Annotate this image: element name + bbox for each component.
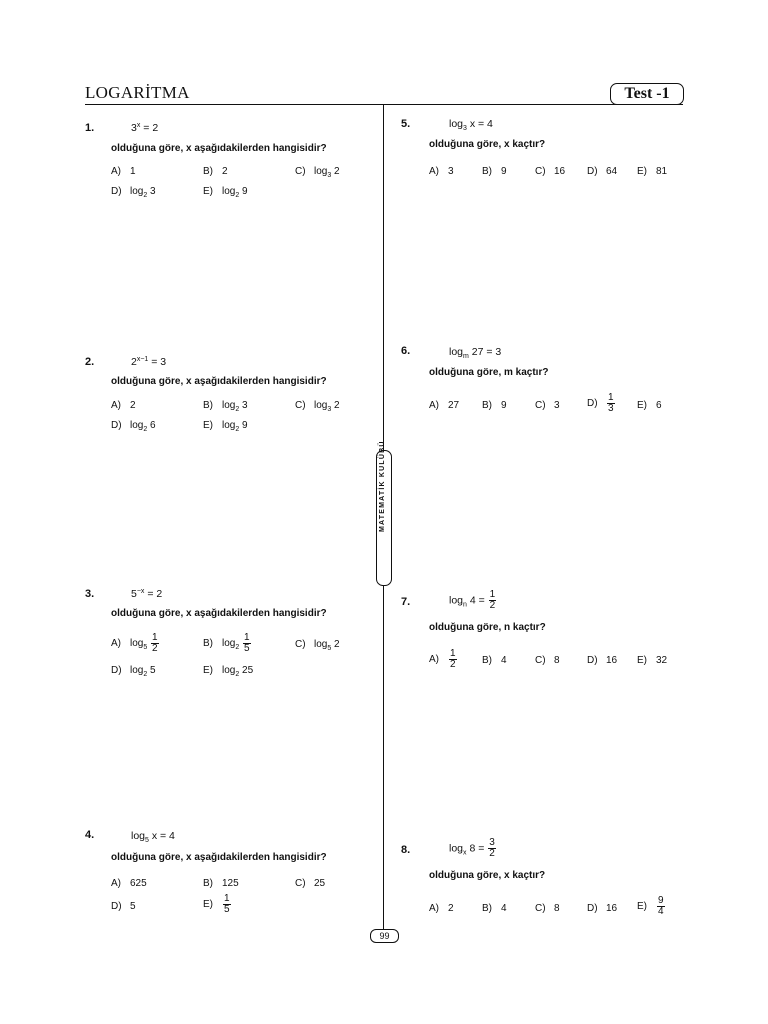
question-5-option-b[interactable]: B) 9 [482, 166, 507, 177]
question-2-option-a[interactable]: A) 2 [111, 400, 136, 411]
question-6-prompt: olduğuna göre, m kaçtır? [429, 367, 549, 378]
question-3-expression: $5^{-x} = 2$ [131, 588, 163, 600]
question-5-option-e[interactable]: E) 81 [637, 166, 668, 177]
question-5-number: 5. [401, 118, 411, 130]
question-3-option-b[interactable]: B) $\log_2$ $\frac{1}{5}$ [203, 632, 250, 654]
question-6-number: 6. [401, 345, 411, 357]
question-4-option-b[interactable]: B) 125 [203, 878, 239, 889]
question-6-option-d[interactable]: D) $\frac{1}{3}$ [587, 392, 614, 414]
question-4-option-a[interactable]: A) 625 [111, 878, 147, 889]
question-2-option-b[interactable]: B) $\log_2 3$ [203, 400, 248, 413]
question-7-number: 7. [401, 596, 411, 608]
question-7-prompt: olduğuna göre, n kaçtır? [429, 622, 546, 633]
question-1-option-e[interactable]: E) $\log_2 9$ [203, 186, 248, 199]
question-1-number: 1. [85, 122, 95, 134]
question-8-option-a[interactable]: A) 2 [429, 903, 454, 914]
question-2-option-c[interactable]: C) $\log_3 2$ [295, 400, 340, 413]
question-8-option-e[interactable]: E) $\frac{9}{4}$ [637, 895, 664, 917]
side-label [376, 500, 390, 532]
question-7-option-a[interactable]: A) $\frac{1}{2}$ [429, 648, 456, 670]
question-4-number: 4. [85, 829, 95, 841]
question-4-option-c[interactable]: C) 25 [295, 878, 326, 889]
question-8-option-b[interactable]: B) 4 [482, 903, 507, 914]
question-5-option-c[interactable]: C) 16 [535, 166, 566, 177]
question-1-expression: 3$^x$ = 2 [131, 122, 159, 134]
question-1-prompt: olduğuna göre, x aşağıdakilerden hangisidir? [111, 143, 327, 154]
question-6-option-b[interactable]: B) 9 [482, 400, 507, 411]
question-6-option-c[interactable]: C) 3 [535, 400, 560, 411]
question-5-option-a[interactable]: A) 3 [429, 166, 454, 177]
question-2-expression: $2^{x-1} = 3$ [131, 356, 167, 368]
question-6-expression: $\log_m 27 = 3$ [449, 346, 502, 360]
question-7-option-e[interactable]: E) 32 [637, 655, 668, 666]
question-3-option-c[interactable]: C) $\log_5 2$ [295, 639, 340, 652]
question-6-option-e[interactable]: E) 6 [637, 400, 662, 411]
question-8-option-c[interactable]: C) 8 [535, 903, 560, 914]
question-3-option-d[interactable]: D) $\log_2 5$ [111, 665, 156, 678]
question-2-option-e[interactable]: E) $\log_2 9$ [203, 420, 248, 433]
question-8-prompt: olduğuna göre, x kaçtır? [429, 870, 546, 881]
question-4-expression: $\log_5 x = 4$ [131, 830, 175, 844]
question-8-option-d[interactable]: D) 16 [587, 903, 618, 914]
question-7-expression: $\log_n 4$ = $\frac{1}{2}$ [449, 589, 496, 611]
question-4-option-d[interactable]: D) 5 [111, 901, 136, 912]
page-title: LOGARİTMA [85, 83, 190, 102]
question-3-number: 3. [85, 588, 95, 600]
question-2-option-d[interactable]: D) $\log_2 6$ [111, 420, 156, 433]
question-7-option-b[interactable]: B) 4 [482, 655, 507, 666]
question-7-option-d[interactable]: D) 16 [587, 655, 618, 666]
question-7-option-c[interactable]: C) 8 [535, 655, 560, 666]
question-2-number: 2. [85, 356, 95, 368]
question-3-prompt: olduğuna göre, x aşağıdakilerden hangisidir? [111, 608, 327, 619]
question-2-prompt: olduğuna göre, x aşağıdakilerden hangisidir? [111, 376, 327, 387]
question-1-option-b[interactable]: B) 2 [203, 166, 228, 177]
question-5-expression: $\log_3 x = 4$ [449, 118, 493, 132]
question-4-option-e[interactable]: E) $\frac{1}{5}$ [203, 893, 230, 915]
question-6-option-a[interactable]: A) 27 [429, 400, 460, 411]
question-1-option-c[interactable]: C) $\log_3 2$ [295, 166, 340, 179]
question-1-option-d[interactable]: D) $\log_2 3$ [111, 186, 156, 199]
question-8-expression: $\log_x 8$ = $\frac{3}{2}$ [449, 837, 495, 859]
test-label-badge: Test -1 [610, 83, 684, 105]
question-5-prompt: olduğuna göre, x kaçtır? [429, 139, 546, 150]
page-number: 99 [370, 929, 399, 943]
question-4-prompt: olduğuna göre, x aşağıdakilerden hangisidir? [111, 852, 327, 863]
question-5-option-d[interactable]: D) 64 [587, 166, 618, 177]
question-3-option-e[interactable]: E) $\log_2 25$ [203, 665, 254, 678]
question-1-option-a[interactable]: A) 1 [111, 166, 136, 177]
question-8-number: 8. [401, 844, 411, 856]
question-3-option-a[interactable]: A) $\log_5$ $\frac{1}{2}$ [111, 632, 158, 654]
